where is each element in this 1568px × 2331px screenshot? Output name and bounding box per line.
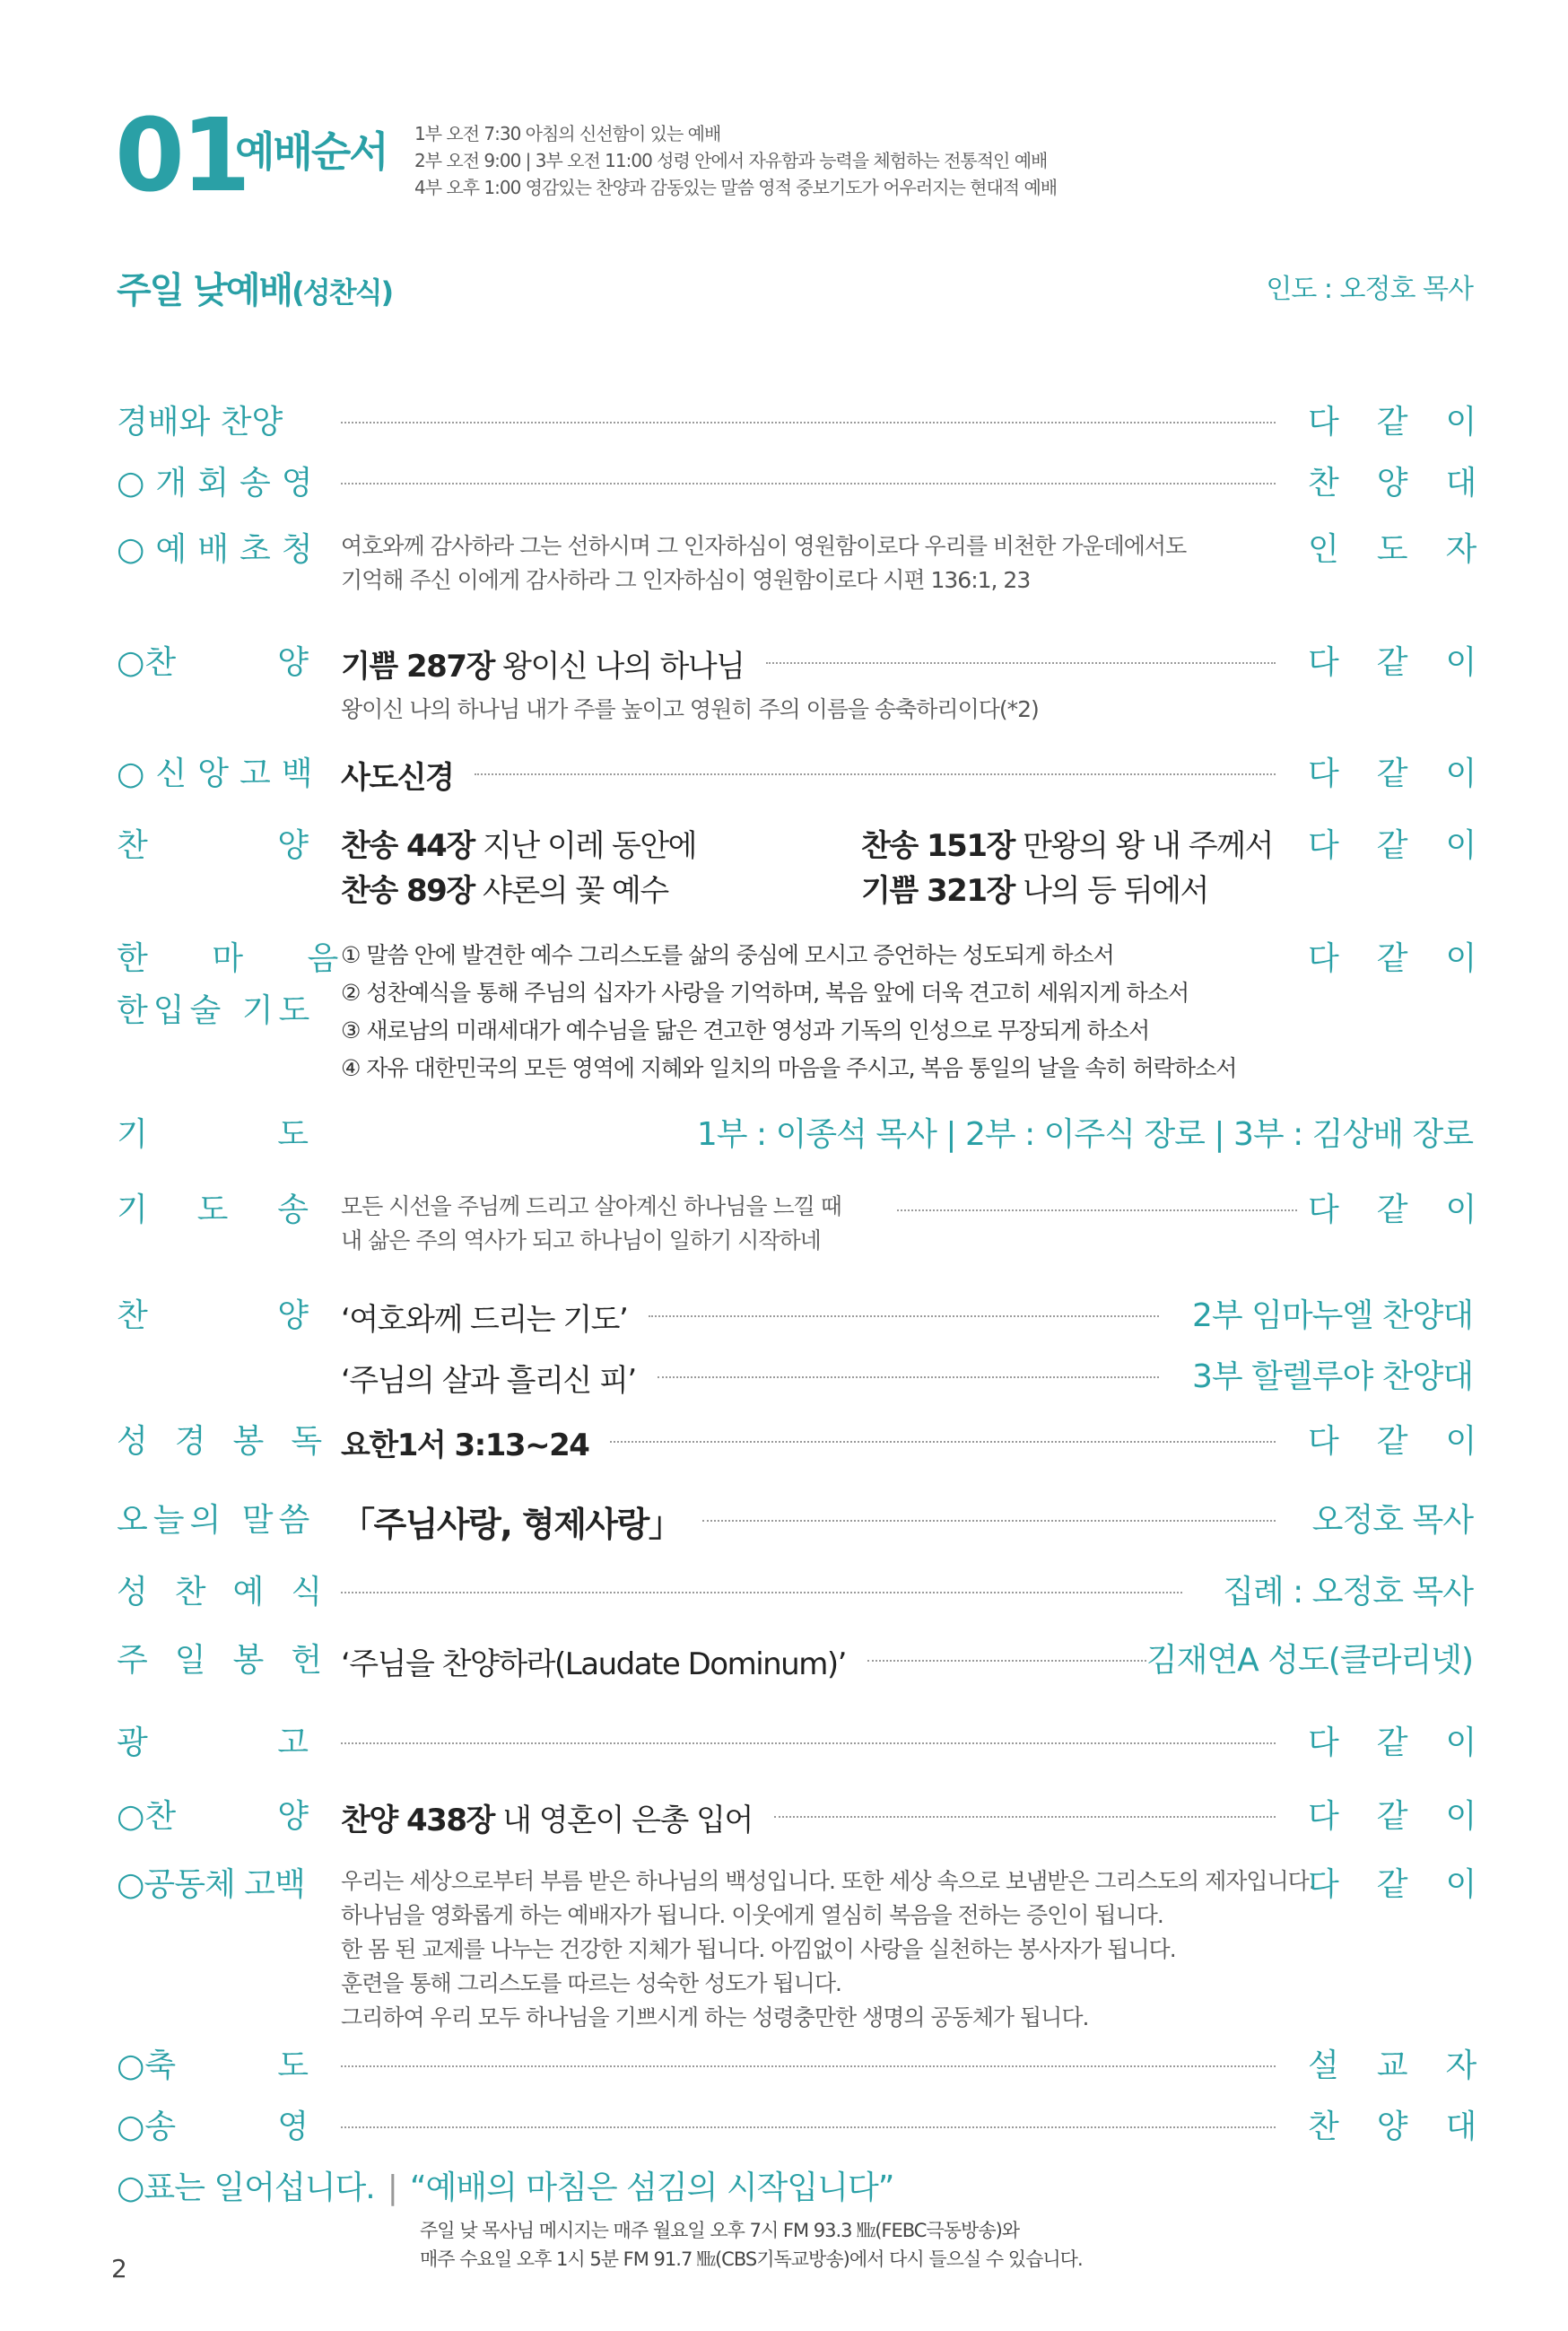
dotted-leader (341, 2126, 1276, 2128)
order-label: ○신앙고백 (117, 755, 324, 792)
order-role: 인도자 (1308, 531, 1515, 568)
order-label: 찬 양 (117, 1297, 309, 1334)
preacher: 오정호 목사 (1311, 1502, 1473, 1539)
order-label: ○예배초청 (117, 531, 324, 568)
page-number: 2 (111, 2254, 127, 2283)
order-label: 주일봉헌 (117, 1642, 350, 1679)
order-label: 찬 양 (117, 827, 309, 864)
dotted-leader (897, 1209, 1297, 1211)
order-role: 다같이 (1308, 1423, 1515, 1460)
order-label: ○찬 양 (117, 644, 309, 681)
hymn-item: 찬송 44장 지난 이레 동안에 (341, 828, 697, 864)
prayer-item: ④ 자유 대한민국의 모든 영역에 지혜와 일치의 마음을 주시고, 복음 통일의 날을 속히 허락하소서 (341, 1055, 1237, 1081)
order-label: ○축 도 (117, 2047, 309, 2084)
order-label: 기 도 (117, 1116, 309, 1153)
confession-line: 우리는 세상으로부터 부름 받은 하나님의 백성입니다. 또한 세상 속으로 보냄받은 그리스도의 제자입니다. (341, 1868, 1315, 1894)
order-role: 다같이 (1308, 827, 1515, 864)
standing-note: ○표는 일어섭니다. (117, 2169, 375, 2206)
service-title-main: 주일 낮예배 (117, 270, 292, 311)
order-role: 다같이 (1308, 1192, 1515, 1228)
choir-name: 3부 할렐루야 찬양대 (1192, 1358, 1473, 1395)
creed-text: 사도신경 (341, 759, 454, 796)
scripture-ref: 요한1서 3:13~24 (341, 1427, 589, 1463)
order-role: 찬양대 (1308, 2108, 1515, 2145)
order-label: ○송 영 (117, 2108, 309, 2145)
officiant: 집례 : 오정호 목사 (1223, 1574, 1473, 1611)
service-title-sub: (성찬식) (292, 275, 393, 310)
dotted-leader (867, 1660, 1146, 1662)
prayer-song-lyric: 내 삶은 주의 역사가 되고 하나님이 일하기 시작하네 (341, 1227, 821, 1253)
order-role: 다같이 (1308, 404, 1515, 441)
dotted-leader (475, 773, 1276, 775)
footer-note (117, 2162, 893, 2208)
broadcast-line: 주일 낮 목사님 메시지는 매주 월요일 오후 7시 FM 93.3 ㎒(FEBC극동방송)와 (420, 2220, 1020, 2241)
dotted-leader (341, 483, 1276, 485)
order-label: 성경봉독 (117, 1423, 350, 1460)
order-role: 다같이 (1308, 1798, 1515, 1835)
dotted-leader (341, 2065, 1276, 2067)
sermon-title: 「주님사랑, 형제사랑」 (341, 1504, 682, 1544)
order-label: 기 도 송 (117, 1192, 309, 1228)
confession-line: 하나님을 영화롭게 하는 예배자가 됩니다. 이웃에게 열심히 복음을 전하는 증인이 됩니다. (341, 1902, 1163, 1928)
confession-line: 한 몸 된 교제를 나누는 건강한 지체가 됩니다. 아낌없이 사랑을 실천하는 봉사자가 됩니다. (341, 1936, 1176, 1962)
order-label: 성찬예식 (117, 1574, 350, 1611)
order-label: 오늘의 말씀 (117, 1502, 316, 1539)
dotted-leader (649, 1315, 1159, 1317)
prayer-leaders: 1부 : 이종석 목사 | 2부 : 이주식 장로 | 3부 : 김상배 장로 (696, 1116, 1473, 1153)
order-label: ○공동체 고백 (117, 1866, 305, 1903)
hymn-item: 기쁨 321장 나의 등 뒤에서 (861, 873, 1208, 909)
broadcast-line: 매주 수요일 오후 1시 5분 FM 91.7 ㎒(CBS기독교방송)에서 다시 들으실 수 있습니다. (420, 2248, 1083, 2270)
prayer-item: ② 성찬예식을 통해 주님의 십자가 사랑을 기억하며, 복음 앞에 더욱 견고히 세워지게 하소서 (341, 980, 1189, 1006)
prayer-song-lyric: 모든 시선을 주님께 드리고 살아계신 하나님을 느낄 때 (341, 1193, 841, 1219)
order-role: 설교자 (1308, 2047, 1515, 2084)
service-time-line: 1부 오전 7:30 아침의 신선함이 있는 예배 (414, 123, 721, 144)
dotted-leader (658, 1376, 1159, 1378)
broadcast-info (420, 2216, 1083, 2274)
hymn-text: 찬양 438장 내 영혼이 은총 입어 (341, 1802, 753, 1838)
order-label: ○찬 양 (117, 1798, 309, 1835)
anthem-title: ‘주님의 살과 흘리신 피’ (341, 1362, 636, 1399)
choir-name: 2부 임마누엘 찬양대 (1192, 1297, 1473, 1334)
section-title: 예배순서 (235, 127, 388, 176)
order-role: 다같이 (1308, 940, 1515, 977)
dotted-leader (341, 1742, 1276, 1744)
dotted-leader (774, 1816, 1276, 1818)
dotted-leader (341, 422, 1276, 423)
dotted-leader (610, 1441, 1276, 1443)
order-role: 다같이 (1308, 755, 1515, 792)
prayer-item: ① 말씀 안에 발견한 예수 그리스도를 삶의 중심에 모시고 증언하는 성도되게 하소서 (341, 942, 1114, 968)
invitation-text: 여호와께 감사하라 그는 선하시며 그 인자하심이 영원함이로다 우리를 비천한 가운데에서도 (341, 533, 1187, 559)
invitation-text: 기억해 주신 이에게 감사하라 그 인자하심이 영원함이로다 시편 136:1, 23 (341, 567, 1031, 593)
performer: 김재연A 성도(클라리넷) (1146, 1642, 1473, 1679)
service-time-line: 2부 오전 9:00 | 3부 오전 11:00 성령 안에서 자유함과 능력을 체험하는 전통적인 예배 (414, 150, 1048, 171)
order-role: 다같이 (1308, 1866, 1515, 1903)
dotted-leader (341, 1592, 1182, 1593)
confession-line: 훈련을 통해 그리스도를 따르는 성숙한 성도가 됩니다. (341, 1970, 841, 1996)
service-time-line: 4부 오후 1:00 영감있는 찬양과 감동있는 말씀 영적 중보기도가 어우러지는 현대적 예배 (414, 177, 1058, 198)
service-times (414, 120, 1057, 201)
order-role: 찬양대 (1308, 465, 1515, 502)
order-label: 경배와 찬양 (117, 404, 283, 441)
dotted-leader (702, 1520, 1276, 1522)
hymn-item: 찬송 89장 샤론의 꽃 예수 (341, 873, 668, 909)
dotted-leader (766, 662, 1276, 664)
order-label: 한 마 음 한입술 기도 (117, 940, 366, 1029)
footer-divider: | (387, 2169, 397, 2206)
anthem-title: ‘여호와께 드리는 기도’ (341, 1301, 628, 1338)
motto: “예배의 마침은 섬김의 시작입니다” (409, 2169, 894, 2206)
offertory-title: ‘주님을 찬양하라(Laudate Dominum)’ (341, 1646, 846, 1682)
order-role: 다같이 (1308, 644, 1515, 681)
hymn-lyric: 왕이신 나의 하나님 내가 주를 높이고 영원히 주의 이름을 송축하리이다(*2) (341, 696, 1039, 722)
service-leader: 인도 : 오정호 목사 (1266, 274, 1473, 305)
confession-line: 그리하여 우리 모두 하나님을 기쁘시게 하는 성령충만한 생명의 공동체가 됩니다. (341, 2004, 1089, 2030)
hymn-text: 기쁨 287장 왕이신 나의 하나님 (341, 648, 745, 685)
hymn-item: 찬송 151장 만왕의 왕 내 주께서 (861, 828, 1273, 864)
prayer-item: ③ 새로남의 미래세대가 예수님을 닮은 견고한 영성과 기독의 인성으로 무장되게 하소서 (341, 1017, 1150, 1043)
order-label: 광 고 (117, 1724, 309, 1761)
service-title (117, 262, 392, 313)
order-role: 다같이 (1308, 1724, 1515, 1761)
section-number: 01 (115, 98, 248, 214)
order-label: ○개회송영 (117, 465, 324, 502)
